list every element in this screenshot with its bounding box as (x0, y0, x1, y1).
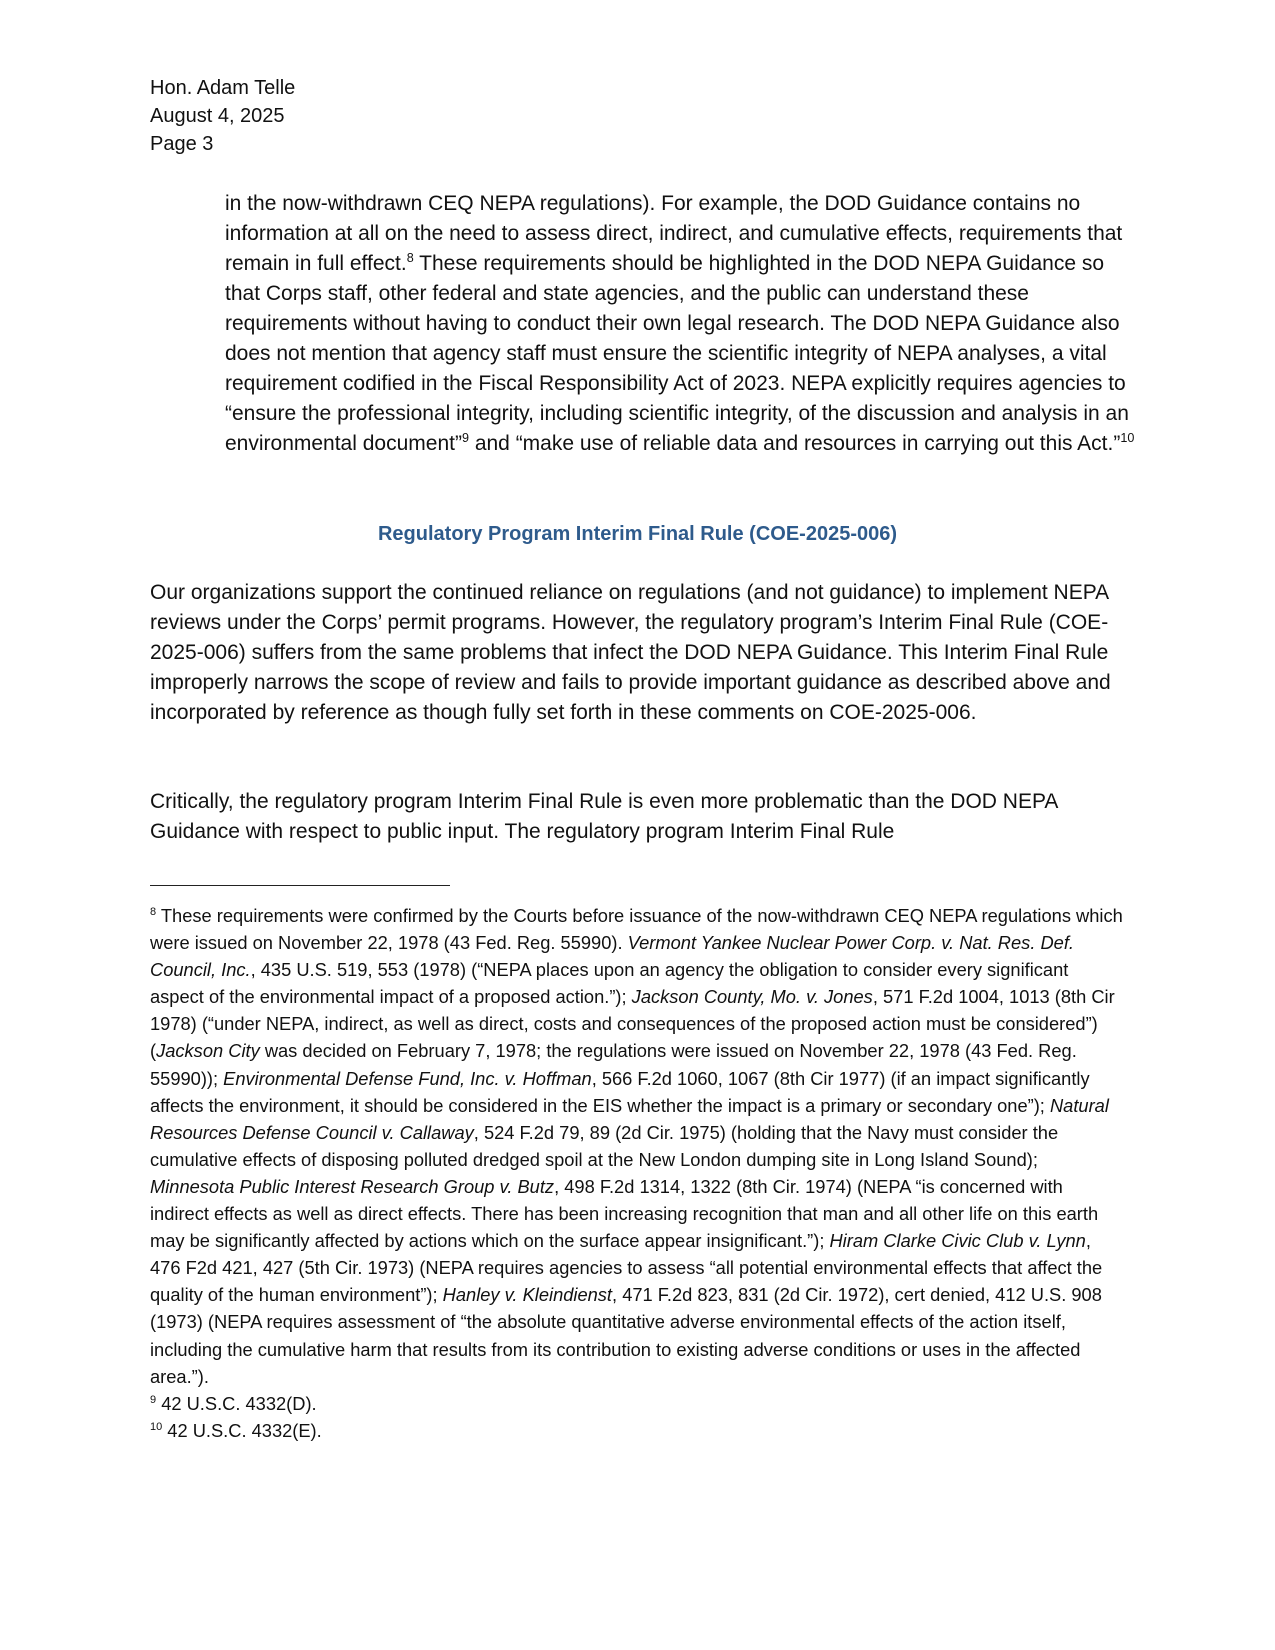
footnote-text: , 498 F.2d 1314, 1322 (8th Cir. 1974) (NEPA “is concerned with indirect effects as well as direct effects. There has been increasing recognition that man and all other life on this earth may be significantly affected by actions which on the surface appear insignificant.”); (150, 1175, 1099, 1252)
case-name: Environmental Defense Fund, Inc. v. Hoffman (223, 1067, 592, 1089)
case-name: Vermont Yankee Nuclear Power Corp. v. Nat. Res. Def. Council, Inc. (150, 932, 1075, 981)
footnote-ref-9: 9 (461, 431, 469, 445)
footnote-9-number: 9 (150, 1393, 157, 1406)
footnote-8-number: 8 (150, 905, 157, 918)
quote-text-3: and “make use of reliable data and resources in carrying out this Act.” (468, 432, 1121, 455)
footnote-divider (150, 885, 450, 886)
date-line: August 4, 2025 (150, 105, 285, 127)
footnote-text: , 476 F2d 421, 427 (5th Cir. 1973) (NEPA requires agencies to assess “all potential environmental effects that affect the quality of the human environment”); (150, 1230, 1103, 1306)
case-name: Minnesota Public Interest Research Group v. Butz (150, 1175, 555, 1197)
footnote-text: , 571 F.2d 1004, 1013 (8th Cir 1978) (“under NEPA, indirect, as well as direct, costs and consequences of the proposed action must be considered”) ( (150, 986, 1115, 1062)
case-name: Jackson City (156, 1040, 260, 1062)
case-name: Hiram Clarke Civic Club v. Lynn (829, 1230, 1086, 1252)
footnote-ref-10: 10 (1120, 431, 1135, 445)
footnote-text: , 524 F.2d 79, 89 (2d Cir. 1975) (holding that the Navy must consider the cumulative effects of disposing polluted dredged spoil at the New London dumping site in Long Island Sound); (150, 1121, 1059, 1170)
footnote-8 (150, 902, 1125, 1390)
page-number: Page 3 (150, 133, 214, 155)
footnote-text: These requirements were confirmed by the Courts before issuance of the now-withdrawn CEQ NEPA regulations which were issued on November 22, 1978 (43 Fed. Reg. 55990). (150, 905, 1123, 954)
case-name: Natural Resources Defense Council v. Callaway (150, 1094, 1109, 1143)
case-name: Jackson County, Mo. v. Jones (631, 986, 873, 1008)
recipient-line: Hon. Adam Telle (150, 77, 296, 99)
footnote-9 (150, 1390, 1125, 1417)
footnote-text: was decided on February 7, 1978; the regulations were issued on November 22, 1978 (43 Fed. Reg. 55990)); (150, 1040, 1077, 1089)
case-name: Hanley v. Kleindienst (442, 1284, 613, 1306)
footnote-text: , 435 U.S. 519, 553 (1978) (“NEPA places upon an agency the obligation to consider every significant aspect of the environmental impact of a proposed action.”); (150, 959, 1069, 1008)
footnote-text: , 471 F.2d 823, 831 (2d Cir. 1972), cert denied, 412 U.S. 908 (1973) (NEPA requires assessment of “the absolute quantitative adverse environmental effects of the action itself, including the cumulative harm that results from its contribution to existing adverse conditions or uses in the affected area.”). (150, 1284, 1102, 1387)
footnote-text: 42 U.S.C. 4332(E). (162, 1419, 322, 1441)
footnote-text: 42 U.S.C. 4332(D). (156, 1392, 317, 1414)
quote-text-2: These requirements should be highlighted in the DOD NEPA Guidance so that Corps staff, other federal and state agencies, and the public can understand these requirements without having to conduct their own legal research. The DOD NEPA Guidance also does not mention that agency staff must ensure the scientific integrity of NEPA analyses, a vital requirement codified in the Fiscal Responsibility Act of 2023. NEPA explicitly requires agencies to “ensure the professional integrity, including scientific integrity, of the discussion and analysis in an environmental document” (225, 252, 1129, 455)
quote-text-1: in the now-withdrawn CEQ NEPA regulations). For example, the DOD Guidance contains no information at all on the need to assess direct, indirect, and cumulative effects, requirements that remain in full effect. (225, 192, 1123, 275)
footnote-10 (150, 1417, 1125, 1444)
letter-header (150, 74, 295, 158)
footnote-ref-8: 8 (406, 251, 414, 265)
section-heading: Regulatory Program Interim Final Rule (COE-2025-006) (377, 523, 898, 545)
indented-paragraph (225, 189, 1135, 459)
body-paragraph-2: Critically, the regulatory program Interim Final Rule is even more problematic than the DOD NEPA Guidance with respect to public input. The regulatory program Interim Final Rule (150, 790, 1058, 843)
footnote-10-number: 10 (150, 1420, 163, 1433)
body-paragraph-1: Our organizations support the continued reliance on regulations (and not guidance) to implement NEPA reviews under the Corps’ permit programs. However, the regulatory program’s Interim Final Rule (COE-2025-006) suffers from the same problems that infect the DOD NEPA Guidance. This Interim Final Rule improperly narrows the scope of review and fails to provide important guidance as described above and incorporated by reference as though fully set forth in these comments on COE-2025-006. (150, 581, 1111, 724)
footnotes (150, 902, 1125, 1444)
footnote-text: , 566 F.2d 1060, 1067 (8th Cir 1977) (if an impact significantly affects the environment, it should be considered in the EIS whether the impact is a primary or secondary one”); (150, 1067, 1090, 1116)
